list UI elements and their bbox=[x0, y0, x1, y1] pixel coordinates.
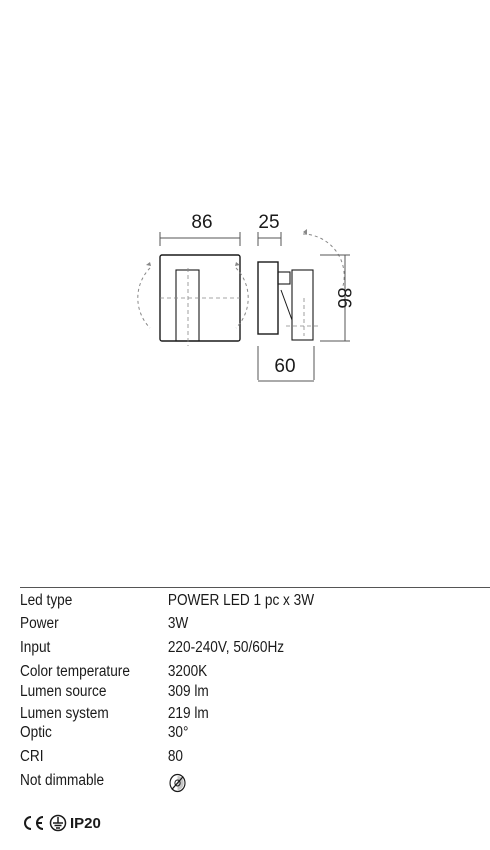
rotation-arc-left bbox=[138, 268, 150, 328]
spec-label: Color temperature bbox=[20, 663, 130, 680]
arrow-icon bbox=[235, 262, 240, 266]
spec-label: CRI bbox=[20, 748, 44, 765]
spec-row-color-temperature bbox=[20, 663, 425, 685]
spec-value: 30° bbox=[167, 724, 189, 741]
front-plate bbox=[160, 255, 240, 341]
spec-value: 3200K bbox=[167, 663, 208, 680]
spec-row-cri bbox=[20, 748, 425, 770]
spec-label: Not dimmable bbox=[20, 772, 105, 789]
spec-row-optic bbox=[20, 724, 425, 746]
spec-value: 219 lm bbox=[167, 705, 209, 722]
spec-row-lumen-source bbox=[20, 683, 425, 705]
spec-row-input bbox=[20, 639, 425, 661]
not-dimmable-icon bbox=[168, 772, 187, 794]
side-rotation-arc bbox=[303, 234, 344, 286]
spec-label: Power bbox=[20, 615, 59, 632]
spec-row-not-dimmable bbox=[20, 772, 425, 794]
joint bbox=[278, 272, 290, 284]
spec-row-led-type bbox=[20, 592, 425, 614]
ip-rating: IP20 bbox=[70, 814, 101, 832]
spec-value: POWER LED 1 pc x 3W bbox=[167, 592, 315, 609]
divider bbox=[20, 587, 490, 588]
class-1-earth-icon bbox=[49, 814, 67, 832]
spec-value bbox=[168, 772, 187, 794]
rotating-arm bbox=[176, 270, 199, 341]
ce-mark-icon bbox=[20, 814, 46, 832]
certification-marks bbox=[20, 812, 101, 834]
dim-depth: 25 bbox=[258, 212, 280, 233]
side-view bbox=[258, 212, 354, 381]
spec-label: Led type bbox=[20, 592, 73, 609]
spec-value: 80 bbox=[167, 748, 184, 765]
arrow-icon bbox=[146, 262, 151, 266]
front-view bbox=[138, 212, 248, 346]
spec-value: 3W bbox=[167, 615, 189, 632]
side-arm bbox=[292, 270, 313, 340]
spec-label: Optic bbox=[20, 724, 52, 741]
spec-label: Lumen system bbox=[20, 705, 109, 722]
dim-height: 86 bbox=[333, 287, 354, 309]
dim-projection: 60 bbox=[274, 356, 296, 377]
spec-value: 220-240V, 50/60Hz bbox=[167, 639, 285, 656]
spec-label: Input bbox=[20, 639, 51, 656]
dim-width: 86 bbox=[191, 212, 213, 233]
spec-row-power bbox=[20, 615, 425, 637]
side-plate bbox=[258, 262, 278, 334]
spec-value: 309 lm bbox=[167, 683, 209, 700]
spec-label: Lumen source bbox=[20, 683, 107, 700]
